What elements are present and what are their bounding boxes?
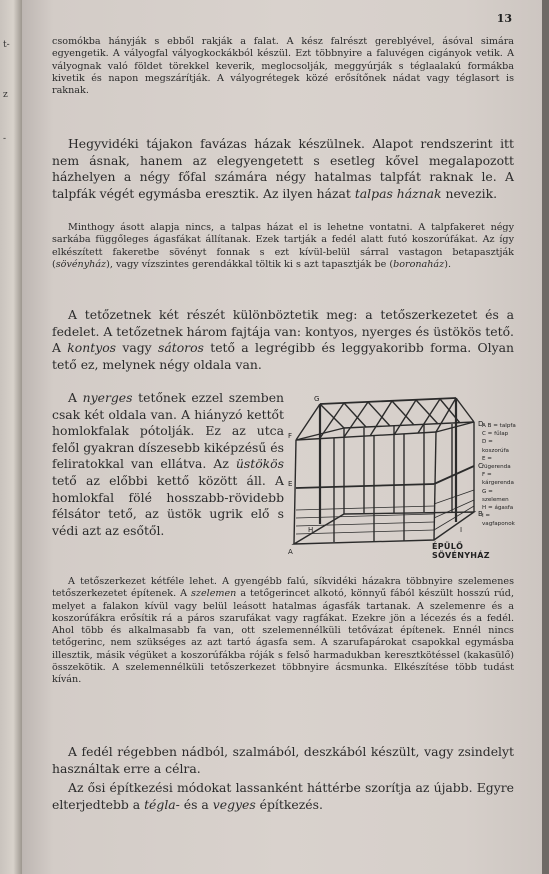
point-label: E bbox=[288, 480, 293, 488]
term-vegyes: vegyes bbox=[212, 796, 256, 812]
text: - és a bbox=[175, 796, 213, 812]
point-label: I bbox=[460, 526, 463, 534]
page-edge bbox=[542, 0, 549, 874]
point-label: H bbox=[308, 526, 314, 534]
wattle-line bbox=[296, 506, 434, 510]
text: a tetőgerincet alkotó, könnyű fából készült hosszú rúd, melyet a falakon kívül vagy belül leásott hatalmas ágasfák tartanak. A szelemenre és a koszorúfákra erősítik rá a páros szarufákat vagy ragfákat. Ezekre jön a lécezés és a fedél. Ahol több és alkalmasabb fa van, ott szelemennélküli tetővázat építenek. Ennél nincs tetőgerinc, nem szükséges az azt tartó ágasfa sem. A szarufapárokat csapokkal egymásba illesztik, másik végüket a koszorúfákba róják s felső harmadukban keresztkötéssel (kakasülő) összekötik. A szelemennélküli tetőszerkezet többnyire ácsmunka. Elkészítése több tudást kíván. bbox=[52, 588, 514, 686]
text: csomókba hányják s ebből rakják a falat. A kész falrészt gereblyével, ásóval simára egyengetik. A vályogfal vályogkockákból készül. Ezt többnyire a faluvégen cigányok vetik. A vályognak való földet törekkel keverik, meglocsolják, meggyúrják s téglaalakú formákba kivetik és napon megszárítják. A vályogrétegek közé erősítőnek nádat vagy téglasort is raknak. bbox=[52, 36, 514, 97]
mid-beam bbox=[434, 466, 474, 484]
text: ). bbox=[444, 258, 452, 270]
wattle-line bbox=[296, 522, 434, 526]
wattle-line bbox=[434, 490, 474, 504]
legend-item: I = vagfaponok bbox=[482, 513, 515, 528]
term-ustokos: üstökös bbox=[235, 456, 284, 472]
rafter bbox=[344, 403, 366, 427]
text: A tetőszerkezet kétféle lehet. A gyengébb falú, síkvidéki házakra többnyire szelemenes tetőszerkezetet építenek. A bbox=[52, 576, 514, 600]
point-label: C bbox=[478, 462, 483, 470]
corner-post bbox=[434, 432, 436, 540]
book-page bbox=[22, 0, 542, 874]
figure-legend bbox=[482, 422, 520, 529]
text: A bbox=[68, 390, 83, 405]
sovenyhaz-illustration bbox=[284, 392, 520, 562]
margin-mark: z bbox=[3, 90, 8, 100]
text: ), vagy vízszintes gerendákkal töltik ki s azt tapasztják be ( bbox=[106, 258, 394, 270]
point-label: D bbox=[478, 420, 484, 428]
point-label: B bbox=[478, 510, 483, 518]
paragraph-sovenyhaz bbox=[52, 222, 514, 271]
term-sovenyhaz: sövényház bbox=[55, 258, 107, 270]
legend-item: A B = talpfa bbox=[482, 423, 516, 429]
legend-item: F = kárgerenda bbox=[482, 472, 514, 487]
text: Minthogy ásott alapja nincs, a talpas házat el is lehetne vontatni. A talpfakeret négy sarkába függőleges ágasfákat állítanak. Ezek tartják a fedél alatt futó koszorúfákat. Az így elkészített fakeretbe sövényt fonnak s ezt kívül-belül sárral vastagon betapasztják ( bbox=[52, 222, 514, 270]
wattle-line bbox=[434, 500, 474, 518]
text: építkezés. bbox=[255, 796, 323, 812]
text: vagy bbox=[116, 340, 158, 356]
rafter bbox=[370, 401, 392, 436]
rafter bbox=[418, 399, 440, 433]
corner-post bbox=[294, 440, 296, 544]
paragraph-talpas-haz bbox=[52, 136, 514, 202]
text: tető az előbbi kettő között áll. A homlokfal fölé hosszabb-rövidebb félsátor tető, az üstök ugrik elő s védi azt az esőtől. bbox=[52, 472, 284, 538]
wall-plate bbox=[296, 432, 436, 440]
legend-item: E = fügerenda bbox=[482, 455, 511, 471]
term-szelemen: szelemen bbox=[191, 588, 237, 600]
page-number: 13 bbox=[496, 12, 512, 25]
paragraph-nyerges bbox=[52, 390, 284, 539]
legend-item: C = fűlap bbox=[482, 431, 509, 438]
margin-mark: t- bbox=[3, 40, 10, 50]
term-tegla: tégla bbox=[144, 796, 176, 812]
text: nevezik. bbox=[441, 185, 498, 201]
paragraph-valyog bbox=[52, 36, 514, 97]
legend-item: H = ágasfa bbox=[482, 505, 514, 512]
text: tető a legrégibb és leggyakoribb forma. Olyan tető ez, melynek négy oldala van. bbox=[52, 340, 514, 372]
term-nyerges: nyerges bbox=[82, 390, 133, 405]
text: Hegyvidéki tájakon favázas házak készülnek. Alapot rendszerint itt nem ásnak, hanem az elegyengetett s esetleg kővel megalapozott házhelyen a négy főfal számára négy hatalmas talpfát raknak le. A talpfák végét egymásba eresztik. Az ilyen házat bbox=[52, 136, 514, 201]
text: A fedél régebben nádból, szalmából, deszkából készült, vagy zsindelyt használtak erre a célra. bbox=[52, 744, 514, 776]
text: A tetőzetnek két részét különböztetik meg: a tetőszerkezetet és a fedelet. A tetőzetnek három fajtája van: kontyos, nyerges és üstökös tető. A bbox=[52, 307, 514, 356]
margin-mark: - bbox=[3, 134, 7, 144]
rafter bbox=[456, 398, 474, 422]
paragraph-tetoszerkezet bbox=[52, 576, 514, 687]
legend-item: G = szelemen bbox=[482, 488, 509, 503]
legend-item: D = koszorúfa bbox=[482, 439, 509, 454]
text: Az ősi építkezési módokat lassanként háttérbe szorítja az újabb. Egyre elterjedtebb a bbox=[52, 780, 514, 812]
term-boronahaz: boronaház bbox=[393, 258, 445, 270]
point-label: G bbox=[314, 395, 320, 403]
term-kontyos: kontyos bbox=[67, 340, 117, 356]
rafter bbox=[416, 400, 438, 424]
previous-page-edge bbox=[0, 0, 22, 874]
point-label: A bbox=[288, 548, 293, 556]
mid-beam bbox=[296, 484, 434, 488]
figure-caption: ÉPÜLŐ SÖVÉNYHÁZ bbox=[432, 542, 490, 560]
wattle-line bbox=[296, 514, 434, 518]
ridge-pole bbox=[320, 398, 456, 404]
term-talpas-haz: talpas háznak bbox=[354, 185, 442, 201]
point-label: F bbox=[288, 432, 293, 440]
paragraph-fedel bbox=[52, 744, 514, 777]
paragraph-tetozet bbox=[52, 307, 514, 373]
text: tetőnek ezzel szemben csak két oldala van. A hiányzó kettőt homlokfalak pótolják. Ez az utca felől gyakran díszesebb kiképzésű és feliratokkal van ellátva. Az bbox=[52, 390, 285, 472]
rafter bbox=[394, 400, 416, 435]
term-satoros: sátoros bbox=[157, 340, 204, 356]
paragraph-epitkezes bbox=[52, 780, 514, 813]
